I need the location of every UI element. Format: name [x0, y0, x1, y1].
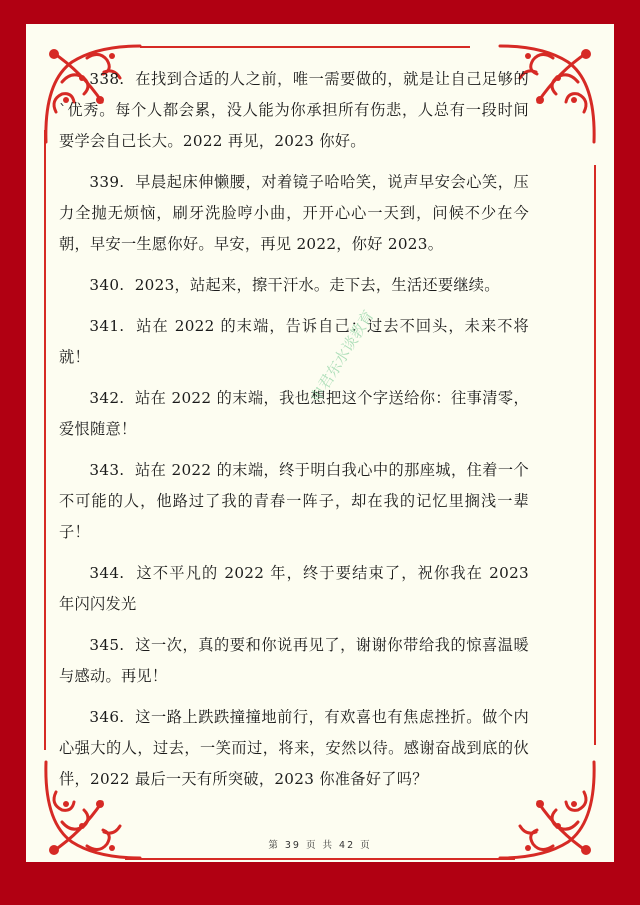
paragraph-343: [59, 455, 529, 548]
paragraph-number: 341.: [89, 317, 125, 335]
paragraph-number: 346.: [89, 708, 125, 726]
paragraph-number: 344.: [89, 564, 125, 582]
paragraph-number: 342.: [89, 389, 125, 407]
paragraph-338: [59, 64, 529, 157]
paragraph-344: [59, 558, 529, 620]
paragraph-339: [59, 167, 529, 260]
paragraph-text: 这不平凡的 2022 年，终于要结束了，祝你我在 2023 年闪闪发光: [59, 564, 529, 613]
paragraph-340: [59, 270, 529, 301]
paragraph-text: 站在 2022 的末端，终于明白我心中的那座城，住着一个不可能的人，他路过了我的青春一阵子，却在我的记忆里搁浅一辈子！: [59, 461, 529, 541]
paragraph-number: 345.: [89, 636, 125, 654]
paragraph-text: 这一路上跌跌撞撞地前行，有欢喜也有焦虑挫折。做个内心强大的人，过去，一笑而过，将来，安然以待。感谢奋战到底的伙伴，2022 最后一天有所突破，2023 你准备好了吗？: [59, 708, 529, 788]
page-number-footer: 第 39 页 共 42 页: [268, 840, 372, 851]
watermark: 申君东水谈教育: [306, 307, 378, 406]
paragraph-342: [59, 383, 529, 445]
paragraph-text: 早晨起床伸懒腰，对着镜子哈哈笑，说声早安会心笑，压力全抛无烦恼，刷牙洗脸哼小曲，开开心心一天到，问候不少在今朝，早安一生愿你好。早安，再见 2022，你好 2023。: [59, 173, 529, 253]
paragraph-346: [59, 702, 529, 795]
frame-line-left: [44, 130, 46, 750]
paragraph-345: [59, 630, 529, 692]
paragraph-number: 338.: [89, 70, 125, 88]
paragraph-text: 站在 2022 的末端，告诉自己：过去不回头，未来不将就！: [59, 317, 529, 366]
paragraph-341: [59, 311, 529, 373]
paragraph-number: 339.: [89, 173, 125, 191]
paragraph-text: 在找到合适的人之前，唯一需要做的，就是让自己足够的`优秀。每个人都会累，没人能为你承担所有伤悲，人总有一段时间要学会自己长大。2022 再见，2023 你好。: [59, 70, 529, 150]
paragraph-text: 2023，站起来，擦干汗水。走下去，生活还要继续。: [134, 276, 500, 294]
paragraph-text: 站在 2022 的末端，我也想把这个字送给你：往事清零，爱恨随意！: [59, 389, 529, 438]
frame-line-right: [594, 165, 596, 745]
frame-line-top: [140, 46, 470, 48]
paragraph-number: 340.: [89, 276, 125, 294]
paragraph-text: 这一次，真的要和你说再见了，谢谢你带给我的惊喜温暖与感动。再见！: [59, 636, 529, 685]
frame-line-bottom: [125, 858, 515, 860]
paragraph-number: 343.: [89, 461, 125, 479]
document-body: [59, 64, 529, 805]
